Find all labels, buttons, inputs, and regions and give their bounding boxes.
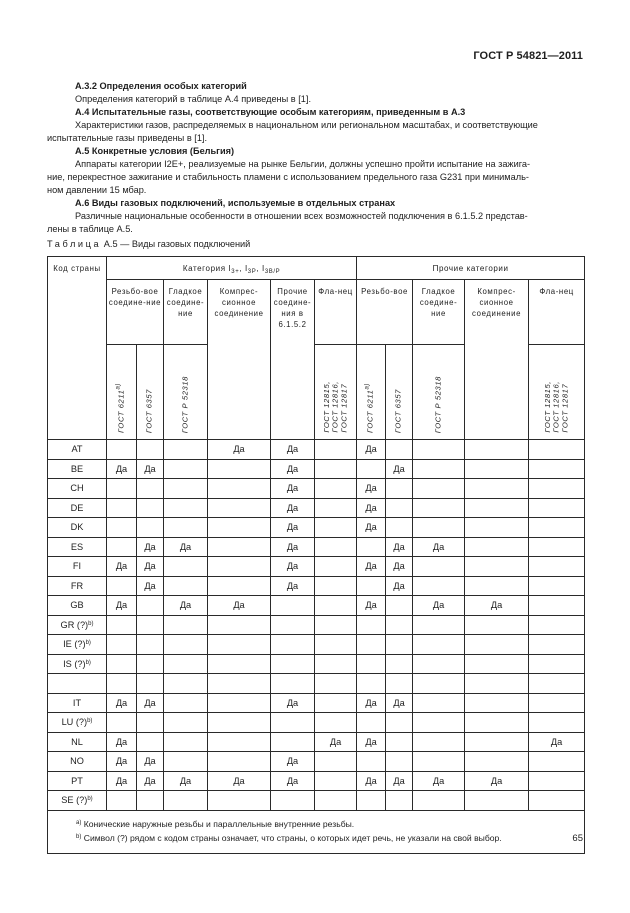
table-cell: Да xyxy=(413,537,465,557)
table-cell: Да xyxy=(386,557,413,577)
paragraph-line: Аппараты категории I2E+, реализуемые на рынке Бельгии, должны успешно пройти испытание на зажига- xyxy=(75,159,531,169)
table-cell xyxy=(164,518,208,538)
table-cell xyxy=(413,674,465,694)
col-header-smooth: Гладкое соедине-ние xyxy=(164,280,208,345)
table-cell: Да xyxy=(137,771,164,791)
table-cell xyxy=(529,576,585,596)
table-cell xyxy=(315,557,357,577)
table-cell xyxy=(271,635,315,655)
country-code-cell: NO xyxy=(48,752,107,772)
table-cell xyxy=(465,732,529,752)
page-number: 65 xyxy=(572,833,583,844)
table-cell: Да xyxy=(357,440,386,460)
country-code-cell: FR xyxy=(48,576,107,596)
table-cell xyxy=(164,615,208,635)
table-cell: Да xyxy=(386,771,413,791)
table-cell xyxy=(208,537,271,557)
table-row xyxy=(48,654,585,674)
table-cell: Да xyxy=(107,459,137,479)
std-gost-6211-2: ГОСТ $6211^{а)}$ xyxy=(357,345,386,440)
table-cell: Да xyxy=(107,732,137,752)
footnote-a: $^{а)}$ Конические наружные резьбы и параллельные внутренние резьбы. xyxy=(76,818,355,829)
table-cell xyxy=(357,713,386,733)
table-cell xyxy=(529,498,585,518)
table-row xyxy=(48,791,585,811)
country-code-cell: BE xyxy=(48,459,107,479)
table-cell xyxy=(271,654,315,674)
table-cell xyxy=(465,635,529,655)
table-cell xyxy=(357,752,386,772)
section-heading: А.3.2 Определения особых категорий xyxy=(75,81,247,91)
table-cell xyxy=(413,479,465,499)
table-cell xyxy=(413,615,465,635)
col-header-threaded: Резьбо-вое соедине-ние xyxy=(107,280,164,345)
table-cell xyxy=(386,440,413,460)
table-cell xyxy=(529,752,585,772)
table-cell xyxy=(413,752,465,772)
table-cell xyxy=(465,791,529,811)
paragraph-line: Определения категорий в таблице А.4 приведены в [1]. xyxy=(75,94,311,104)
table-cell xyxy=(208,713,271,733)
table-cell: Да xyxy=(271,557,315,577)
table-cell xyxy=(315,479,357,499)
table-cell xyxy=(107,440,137,460)
col-header-smooth-2: Гладкое соедине-ние xyxy=(413,280,465,345)
gas-connections-table xyxy=(47,256,585,854)
table-cell: Да xyxy=(386,537,413,557)
table-cell xyxy=(208,518,271,538)
table-cell xyxy=(465,713,529,733)
table-row xyxy=(48,771,585,791)
table-footnotes xyxy=(48,810,585,853)
table-cell xyxy=(413,791,465,811)
table-cell xyxy=(529,615,585,635)
table-cell xyxy=(465,693,529,713)
table-cell xyxy=(529,440,585,460)
country-code-cell: DE xyxy=(48,498,107,518)
table-cell: Да xyxy=(357,771,386,791)
table-cell xyxy=(357,654,386,674)
country-code-cell: DK xyxy=(48,518,107,538)
table-cell xyxy=(107,479,137,499)
table-cell xyxy=(137,518,164,538)
table-cell xyxy=(271,615,315,635)
std-gost-6211: ГОСТ $6211^{а)}$ xyxy=(107,345,137,440)
table-cell xyxy=(315,576,357,596)
table-cell xyxy=(137,791,164,811)
table-cell: Да xyxy=(357,518,386,538)
table-cell xyxy=(208,635,271,655)
table-row xyxy=(48,518,585,538)
table-cell xyxy=(137,713,164,733)
table-cell: Да xyxy=(357,596,386,616)
table-cell: Да xyxy=(137,537,164,557)
table-cell xyxy=(208,752,271,772)
table-cell: Да xyxy=(413,771,465,791)
table-row xyxy=(48,479,585,499)
table-cell xyxy=(529,713,585,733)
table-cell xyxy=(357,537,386,557)
table-cell xyxy=(107,791,137,811)
table-row xyxy=(48,732,585,752)
table-cell xyxy=(465,479,529,499)
table-cell xyxy=(137,596,164,616)
table-caption-prefix: Таблица xyxy=(47,239,102,249)
col-header-compression-2: Компрес-сионное соединение xyxy=(465,280,529,440)
std-gost-r-52318: ГОСТ Р 52318 xyxy=(164,345,208,440)
table-cell xyxy=(529,459,585,479)
table-cell: Да xyxy=(271,537,315,557)
table-cell xyxy=(357,576,386,596)
table-cell xyxy=(386,615,413,635)
table-cell: Да xyxy=(357,479,386,499)
std-gost-12815: ГОСТ 12815, ГОСТ 12816, ГОСТ 12817 xyxy=(315,345,357,440)
table-cell xyxy=(465,654,529,674)
table-cell xyxy=(137,479,164,499)
table-cell xyxy=(208,791,271,811)
table-cell xyxy=(413,732,465,752)
table-cell xyxy=(413,713,465,733)
table-cell: Да xyxy=(164,771,208,791)
table-cell xyxy=(164,576,208,596)
table-cell xyxy=(357,635,386,655)
table-cell xyxy=(315,752,357,772)
table-cell xyxy=(315,440,357,460)
table-cell xyxy=(271,732,315,752)
table-cell xyxy=(465,537,529,557)
country-code-cell: IT xyxy=(48,693,107,713)
table-cell xyxy=(137,615,164,635)
country-code-cell: PT xyxy=(48,771,107,791)
table-cell xyxy=(208,459,271,479)
table-cell xyxy=(465,752,529,772)
document-header: ГОСТ Р 54821—2011 xyxy=(473,50,583,62)
table-cell xyxy=(208,654,271,674)
table-cell xyxy=(529,635,585,655)
table-cell xyxy=(529,518,585,538)
table-cell xyxy=(357,791,386,811)
table-cell xyxy=(107,518,137,538)
table-cell: Да xyxy=(315,732,357,752)
table-row xyxy=(48,615,585,635)
table-cell: Да xyxy=(413,596,465,616)
table-cell: Да xyxy=(107,557,137,577)
table-cell xyxy=(137,498,164,518)
table-cell: Да xyxy=(386,693,413,713)
section-heading: А.5 Конкретные условия (Бельгия) xyxy=(75,146,235,156)
table-row xyxy=(48,635,585,655)
table-cell xyxy=(357,459,386,479)
table-row xyxy=(48,674,585,694)
table-cell xyxy=(107,654,137,674)
table-cell xyxy=(465,674,529,694)
table-cell xyxy=(208,498,271,518)
country-code-cell: ES xyxy=(48,537,107,557)
table-cell xyxy=(529,537,585,557)
table-cell xyxy=(529,596,585,616)
table-row xyxy=(48,459,585,479)
table-cell xyxy=(164,459,208,479)
table-cell xyxy=(107,537,137,557)
table-cell xyxy=(315,791,357,811)
table-cell xyxy=(164,557,208,577)
table-cell xyxy=(107,674,137,694)
body-text xyxy=(47,80,583,236)
table-cell xyxy=(529,557,585,577)
table-cell xyxy=(107,615,137,635)
table-cell: Да xyxy=(271,440,315,460)
table-cell: Да xyxy=(271,518,315,538)
table-cell xyxy=(164,752,208,772)
table-row xyxy=(48,752,585,772)
table-cell: Да xyxy=(271,576,315,596)
table-cell: Да xyxy=(137,693,164,713)
table-cell xyxy=(386,479,413,499)
std-gost-6357: ГОСТ 6357 xyxy=(137,345,164,440)
table-caption xyxy=(47,239,250,249)
table-row xyxy=(48,713,585,733)
table-cell xyxy=(107,635,137,655)
table-cell xyxy=(413,693,465,713)
table-cell xyxy=(315,635,357,655)
table-cell xyxy=(315,537,357,557)
paragraph-line: испытательные газы приведены в [1]. xyxy=(47,133,208,143)
col-header-other: Прочие соедине-ния в 6.1.5.2 xyxy=(271,280,315,440)
std-gost-6357-2: ГОСТ 6357 xyxy=(386,345,413,440)
table-cell xyxy=(164,791,208,811)
country-code-cell: GR (?)$^{b)}$ xyxy=(48,615,107,635)
table-cell xyxy=(107,576,137,596)
table-cell: Да xyxy=(271,693,315,713)
table-cell: Да xyxy=(465,596,529,616)
table-cell: Да xyxy=(271,752,315,772)
col-header-flange: Фла-нец xyxy=(315,280,357,345)
table-cell xyxy=(413,518,465,538)
table-caption-text: А.5 — Виды газовых подключений xyxy=(101,239,251,249)
table-cell xyxy=(315,615,357,635)
paragraph-line: Различные национальные особенности в отношении всех возможностей подключения в 6.1.5.2 представ- xyxy=(75,211,528,221)
table-cell xyxy=(529,479,585,499)
table-cell: Да xyxy=(164,596,208,616)
table-cell xyxy=(164,713,208,733)
table-cell xyxy=(386,752,413,772)
country-code-cell xyxy=(48,674,107,694)
table-cell: Да xyxy=(357,732,386,752)
table-cell xyxy=(315,518,357,538)
country-code-cell: FI xyxy=(48,557,107,577)
footnote-b: $^{b)}$ Символ (?) рядом с кодом страны означает, что страны, о которых идет речь, не указали на свой выбор. xyxy=(76,832,502,843)
table-cell: Да xyxy=(357,498,386,518)
table-cell: Да xyxy=(357,557,386,577)
table-cell xyxy=(529,771,585,791)
table-cell xyxy=(107,498,137,518)
table-cell xyxy=(386,498,413,518)
table-cell xyxy=(386,635,413,655)
paragraph-line: ние, перекрестное зажигание и стабильность пламени с использованием предельного газа G231 при минималь- xyxy=(47,172,529,182)
table-cell xyxy=(208,557,271,577)
table-cell xyxy=(357,674,386,694)
table-cell xyxy=(271,791,315,811)
group1-header: Категория $I_{3+}$, $I_{3P}$, $I_{3B/P}$ xyxy=(107,257,357,280)
table-cell xyxy=(164,635,208,655)
table-cell xyxy=(164,440,208,460)
table-cell xyxy=(386,674,413,694)
col-header-threaded-2: Резьбо-вое xyxy=(357,280,413,345)
table-cell xyxy=(465,576,529,596)
table-cell: Да xyxy=(107,596,137,616)
table-cell xyxy=(465,498,529,518)
table-cell xyxy=(208,674,271,694)
table-cell: Да xyxy=(208,596,271,616)
table-cell: Да xyxy=(107,771,137,791)
table-cell xyxy=(386,713,413,733)
table-cell xyxy=(137,732,164,752)
table-cell xyxy=(164,732,208,752)
table-cell xyxy=(208,479,271,499)
table-cell: Да xyxy=(271,459,315,479)
table-cell xyxy=(315,693,357,713)
table-cell xyxy=(164,654,208,674)
table-cell xyxy=(208,732,271,752)
table-cell xyxy=(529,693,585,713)
table-cell xyxy=(465,518,529,538)
std-gost-r-52318-2: ГОСТ Р 52318 xyxy=(413,345,465,440)
table-cell xyxy=(315,674,357,694)
table-cell xyxy=(271,674,315,694)
table-cell xyxy=(164,674,208,694)
paragraph-line: Характеристики газов, распределяемых в национальном или региональном масштабах, и соответствующие xyxy=(75,120,538,130)
table-cell xyxy=(386,654,413,674)
country-code-cell: SE (?)$^{b)}$ xyxy=(48,791,107,811)
table-cell xyxy=(413,576,465,596)
table-cell xyxy=(529,654,585,674)
table-cell xyxy=(465,615,529,635)
table-row xyxy=(48,693,585,713)
country-code-cell: CH xyxy=(48,479,107,499)
table-cell xyxy=(208,693,271,713)
country-code-cell: LU (?)$^{b)}$ xyxy=(48,713,107,733)
country-code-cell: IS (?)$^{b)}$ xyxy=(48,654,107,674)
table-row xyxy=(48,498,585,518)
table-cell: Да xyxy=(208,771,271,791)
table-cell xyxy=(315,654,357,674)
table-cell: Да xyxy=(271,498,315,518)
table-cell xyxy=(315,459,357,479)
country-code-cell: AT xyxy=(48,440,107,460)
col-header-compression: Компрес-сионное соединение xyxy=(208,280,271,440)
table-cell xyxy=(413,498,465,518)
table-row xyxy=(48,537,585,557)
table-cell xyxy=(208,576,271,596)
table-cell xyxy=(386,518,413,538)
table-cell xyxy=(413,557,465,577)
table-cell xyxy=(164,479,208,499)
table-cell xyxy=(208,615,271,635)
table-cell xyxy=(386,732,413,752)
section-heading: А.6 Виды газовых подключений, используемые в отдельных странах xyxy=(75,198,396,208)
table-cell: Да xyxy=(386,576,413,596)
table-cell xyxy=(137,674,164,694)
table-cell: Да xyxy=(164,537,208,557)
table-cell xyxy=(137,635,164,655)
table-cell xyxy=(107,713,137,733)
table-cell xyxy=(315,713,357,733)
country-code-header: Код страны xyxy=(48,257,107,440)
table-cell: Да xyxy=(357,693,386,713)
table-cell: Да xyxy=(107,693,137,713)
table-cell xyxy=(271,596,315,616)
table-cell xyxy=(137,440,164,460)
col-header-flange-2: Фла-нец xyxy=(529,280,585,345)
paragraph-line: ном давлении 15 мбар. xyxy=(47,185,147,195)
group2-header: Прочие категории xyxy=(357,257,585,280)
table-cell xyxy=(465,440,529,460)
country-code-cell: IE (?)$^{b)}$ xyxy=(48,635,107,655)
table-row xyxy=(48,557,585,577)
country-code-cell: NL xyxy=(48,732,107,752)
std-gost-12815-2: ГОСТ 12815, ГОСТ 12816, ГОСТ 12817 xyxy=(529,345,585,440)
table-cell: Да xyxy=(137,752,164,772)
table-cell: Да xyxy=(271,771,315,791)
table-cell xyxy=(357,615,386,635)
table-cell: Да xyxy=(529,732,585,752)
table-cell xyxy=(413,654,465,674)
table-cell xyxy=(529,674,585,694)
table-cell xyxy=(465,557,529,577)
table-cell xyxy=(164,498,208,518)
table-cell xyxy=(413,440,465,460)
table-cell xyxy=(413,635,465,655)
table-cell: Да xyxy=(137,557,164,577)
table-row xyxy=(48,576,585,596)
table-cell: Да xyxy=(137,459,164,479)
table-cell xyxy=(315,498,357,518)
table-cell: Да xyxy=(271,479,315,499)
table-cell: Да xyxy=(137,576,164,596)
table-cell xyxy=(271,713,315,733)
table-cell xyxy=(315,771,357,791)
country-code-cell: GB xyxy=(48,596,107,616)
table-cell xyxy=(413,459,465,479)
section-heading: А.4 Испытательные газы, соответствующие особым категориям, приведенным в А.3 xyxy=(75,107,466,117)
table-cell: Да xyxy=(208,440,271,460)
table-row xyxy=(48,440,585,460)
table-row xyxy=(48,596,585,616)
table-cell xyxy=(465,459,529,479)
table-cell xyxy=(386,791,413,811)
table-cell xyxy=(386,596,413,616)
table-cell: Да xyxy=(465,771,529,791)
table-cell xyxy=(137,654,164,674)
paragraph-line: лены в таблице А.5. xyxy=(47,224,133,234)
table-cell: Да xyxy=(107,752,137,772)
table-cell xyxy=(315,596,357,616)
table-cell xyxy=(164,693,208,713)
table-cell: Да xyxy=(386,459,413,479)
table-cell xyxy=(529,791,585,811)
